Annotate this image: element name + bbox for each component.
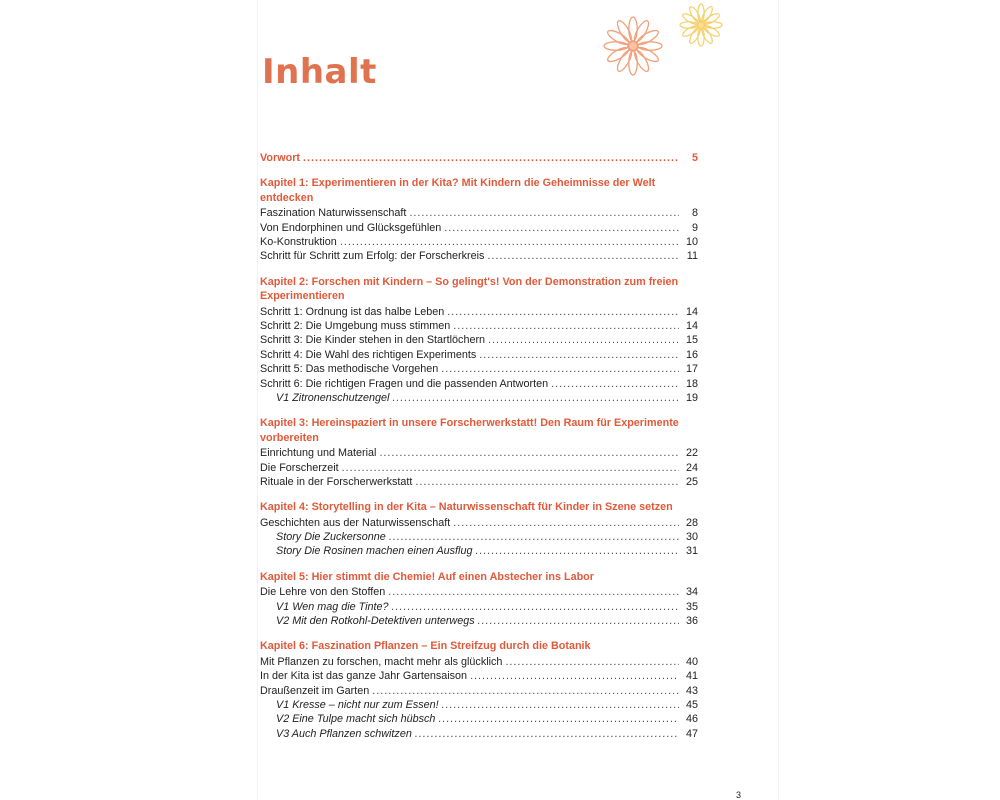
toc-entry-page: 47 <box>685 727 698 740</box>
dot-leader <box>479 348 679 362</box>
dot-leader <box>442 698 679 712</box>
toc-entry-page: 25 <box>685 475 698 488</box>
toc-entry-label: Schritt 6: Die richtigen Fragen und die passenden Antworten <box>260 377 549 390</box>
toc-entry-page: 14 <box>685 319 698 332</box>
dot-leader <box>379 446 679 460</box>
toc-entry[interactable] <box>260 475 698 489</box>
toc-entry-page: 14 <box>685 305 698 318</box>
chapter-list <box>260 176 698 741</box>
toc-entry[interactable] <box>260 377 698 391</box>
toc-entry-label: Schritt 1: Ordnung ist das halbe Leben <box>260 305 445 318</box>
dot-leader <box>487 249 679 263</box>
toc-entry-page: 31 <box>685 545 698 558</box>
dot-leader <box>478 614 679 628</box>
toc-entry-label: V2 Eine Tulpe macht sich hübsch <box>276 713 436 726</box>
toc-entry[interactable] <box>260 684 698 698</box>
toc-entry-page: 11 <box>686 250 698 263</box>
dot-leader <box>444 221 679 235</box>
toc-entry[interactable] <box>260 221 698 235</box>
toc-entry-page: 10 <box>685 235 698 248</box>
toc-entry-label: V1 Kresse – nicht nur zum Essen! <box>276 699 439 712</box>
flower-decoration-icon <box>600 0 730 90</box>
toc-entry-label: Die Lehre von den Stoffen <box>260 586 386 599</box>
toc-entry-label: Schritt 3: Die Kinder stehen in den Startlöchern <box>260 334 486 347</box>
toc-entry[interactable] <box>260 461 698 475</box>
toc-entry[interactable] <box>260 249 698 263</box>
toc-entry-vorwort[interactable] <box>260 151 698 165</box>
toc-entry-label: Einrichtung und Material <box>260 447 377 460</box>
toc-entry-page: 17 <box>685 363 698 376</box>
dot-leader <box>392 600 679 614</box>
toc-entry-label: Die Forscherzeit <box>260 461 339 474</box>
toc-entry-label: Schritt 4: Die Wahl des richtigen Experiments <box>260 348 477 361</box>
toc-entry-page: 18 <box>685 377 698 390</box>
toc-entry-page: 22 <box>685 447 698 460</box>
toc-entry-label: Vorwort <box>260 152 300 164</box>
toc-entry[interactable] <box>260 348 698 362</box>
toc-entry[interactable] <box>260 235 698 249</box>
toc-entry[interactable] <box>260 206 698 220</box>
toc-entry-page: 15 <box>685 334 698 347</box>
toc-entry[interactable] <box>260 516 698 530</box>
toc-entry[interactable] <box>260 544 698 558</box>
toc-entry-page: 30 <box>685 531 698 544</box>
chapter-heading[interactable]: Kapitel 3: Hereinspaziert in unsere Forscherwerkstatt! Den Raum für Experimente vorbereiten <box>260 417 679 444</box>
toc-entry-page: 43 <box>685 684 698 697</box>
dot-leader <box>392 391 679 405</box>
toc-entry-label: Faszination Naturwissenschaft <box>260 207 407 220</box>
toc-entry-page: 35 <box>685 600 698 613</box>
toc-entry-page: 24 <box>685 461 698 474</box>
toc-entry[interactable] <box>260 600 698 614</box>
toc-entry-page: 41 <box>685 670 698 683</box>
toc-entry-page: 5 <box>691 152 698 164</box>
toc-entry-label: Story Die Zuckersonne <box>276 531 386 544</box>
dot-leader <box>415 475 679 489</box>
toc-entry[interactable] <box>260 585 698 599</box>
toc-entry[interactable] <box>260 727 698 741</box>
toc-entry[interactable] <box>260 712 698 726</box>
toc-entry-page: 16 <box>685 348 698 361</box>
chapter-heading[interactable]: Kapitel 5: Hier stimmt die Chemie! Auf einen Abstecher ins Labor <box>260 570 594 583</box>
toc-entry-page: 46 <box>685 713 698 726</box>
toc-entry-page: 9 <box>691 221 698 234</box>
toc-entry-label: V3 Auch Pflanzen schwitzen <box>276 727 412 740</box>
toc-entry-label: V2 Mit den Rotkohl-Detektiven unterwegs <box>276 615 475 628</box>
toc-entry-page: 19 <box>685 391 698 404</box>
chapter-heading[interactable]: Kapitel 6: Faszination Pflanzen – Ein Streifzug durch die Botanik <box>260 640 591 653</box>
toc-entry[interactable] <box>260 391 698 405</box>
toc-entry-label: Schritt 2: Die Umgebung muss stimmen <box>260 319 451 332</box>
toc-entry[interactable] <box>260 305 698 319</box>
dot-leader <box>551 377 679 391</box>
dot-leader <box>415 727 679 741</box>
toc-entry[interactable] <box>260 446 698 460</box>
toc-entry[interactable] <box>260 698 698 712</box>
toc-entry[interactable] <box>260 319 698 333</box>
toc-entry-page: 45 <box>685 699 698 712</box>
dot-leader <box>388 585 679 599</box>
dot-leader <box>447 305 679 319</box>
dot-leader <box>409 206 679 220</box>
toc-entry[interactable] <box>260 362 698 376</box>
toc-entry[interactable] <box>260 333 698 347</box>
toc-entry-label: Story Die Rosinen machen einen Ausflug <box>276 545 473 558</box>
dot-leader <box>438 712 679 726</box>
dot-leader <box>389 530 679 544</box>
page-number: 3 <box>736 790 742 800</box>
chapter-heading[interactable]: Kapitel 4: Storytelling in der Kita – Naturwissenschaft für Kinder in Szene setzen <box>260 501 673 514</box>
toc-entry-label: Schritt für Schritt zum Erfolg: der Forscherkreis <box>260 250 485 263</box>
toc-entry-label: Von Endorphinen und Glücksgefühlen <box>260 221 442 234</box>
dot-leader <box>441 362 679 376</box>
toc-entry-label: Geschichten aus der Naturwissenschaft <box>260 516 451 529</box>
dot-leader <box>453 516 679 530</box>
dot-leader <box>488 333 679 347</box>
table-of-contents <box>260 151 698 741</box>
toc-entry-page: 28 <box>685 516 698 529</box>
dot-leader <box>372 684 679 698</box>
toc-entry-page: 36 <box>685 615 698 628</box>
page-title: Inhalt <box>262 52 377 92</box>
toc-entry-label: Draußenzeit im Garten <box>260 684 370 697</box>
dot-leader <box>453 319 679 333</box>
dot-leader <box>475 544 679 558</box>
chapter-heading[interactable]: Kapitel 1: Experimentieren in der Kita? Mit Kindern die Geheimnisse der Welt entdecken <box>260 177 656 204</box>
toc-entry-label: Schritt 5: Das methodische Vorgehen <box>260 363 439 376</box>
toc-entry[interactable] <box>260 614 698 628</box>
toc-entry[interactable] <box>260 530 698 544</box>
dot-leader <box>342 461 679 475</box>
chapter-heading[interactable]: Kapitel 2: Forschen mit Kindern – So gelingt's! Von der Demonstration zum freien Experimentieren <box>260 275 679 303</box>
toc-entry-label: V1 Wen mag die Tinte? <box>276 600 389 613</box>
toc-entry-page: 34 <box>685 586 698 599</box>
toc-entry-page: 8 <box>691 207 698 220</box>
toc-entry-label: Ko-Konstruktion <box>260 235 337 248</box>
toc-entry[interactable] <box>260 669 698 683</box>
toc-entry-label: Mit Pflanzen zu forschen, macht mehr als glücklich <box>260 655 503 668</box>
toc-entry-label: Rituale in der Forscherwerkstatt <box>260 475 413 488</box>
dot-leader <box>340 235 679 249</box>
toc-entry-page: 40 <box>685 655 698 668</box>
dot-leader <box>470 669 679 683</box>
dot-leader <box>505 655 679 669</box>
toc-entry[interactable] <box>260 655 698 669</box>
dot-leader <box>303 151 679 165</box>
toc-entry-label: In der Kita ist das ganze Jahr Gartensaison <box>260 670 468 683</box>
toc-entry-label: V1 Zitronenschutzengel <box>276 391 390 404</box>
